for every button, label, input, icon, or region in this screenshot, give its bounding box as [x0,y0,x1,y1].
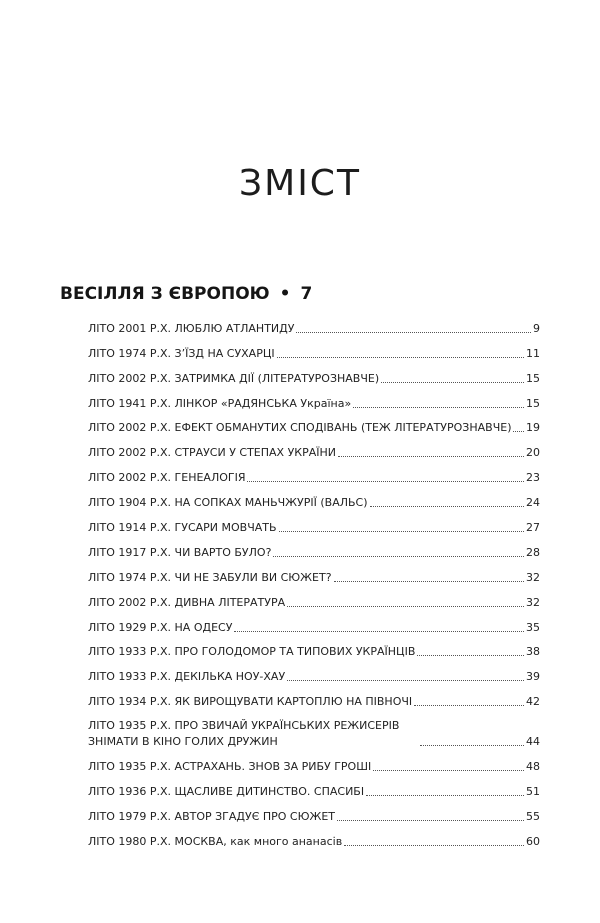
toc-entry-page: 39 [526,670,540,684]
section-heading [60,282,312,306]
toc-entry-page: 35 [526,620,540,634]
toc-entry-page: 32 [526,570,540,584]
toc-entry-page: 48 [526,760,540,774]
toc-entry-page: 28 [526,545,540,559]
section-title: ВЕСІЛЛЯ З ЄВРОПОЮ [60,284,270,304]
dot-leader [353,407,524,408]
toc-entry-page: 42 [526,695,540,709]
dot-leader [273,556,524,557]
dot-leader [373,770,524,771]
dot-leader [513,431,524,432]
toc-entry-page: 24 [526,496,540,510]
toc-list [88,312,540,850]
dot-leader [338,456,524,457]
toc-entry [88,611,540,636]
toc-entry-title: ЛІТО 1933 Р.Х. ПРО ГОЛОДОМОР ТА ТИПОВИХ УКРАЇНЦІВ [88,645,416,659]
toc-entry-title: ЛІТО 1904 Р.Х. НА СОПКАХ МАНЬЧЖУРІЇ (ВАЛЬС) [88,496,368,510]
toc-entry-title: ЛІТО 1935 Р.Х. АСТРАХАНЬ. ЗНОВ ЗА РИБУ ГРОШІ [88,760,372,774]
dot-leader [334,581,524,582]
toc-entry-title: ЛІТО 2002 Р.Х. ЕФЕКТ ОБМАНУТИХ СПОДІВАНЬ (ТЕЖ ЛІТЕРАТУРОЗНАВЧЕ) [88,421,512,435]
toc-entry-title: ЛІТО 2002 Р.Х. ЗАТРИМКА ДІЇ (ЛІТЕРАТУРОЗНАВЧЕ) [88,371,380,385]
dot-leader [370,506,524,507]
toc-entry-page: 27 [526,521,540,535]
toc-entry-title: ЛІТО 1974 Р.Х. ЧИ НЕ ЗАБУЛИ ВИ СЮЖЕТ? [88,570,332,584]
toc-entry-page: 38 [526,645,540,659]
dot-leader [344,845,524,846]
toc-entry-title: ЛІТО 1933 Р.Х. ДЕКІЛЬКА НОУ-ХАУ [88,670,286,684]
dot-leader [247,481,524,482]
toc-entry-title: ЛІТО 1914 Р.Х. ГУСАРИ МОВЧАТЬ [88,521,277,535]
toc-entry-page: 20 [526,446,540,460]
toc-entry [88,825,540,850]
toc-entry-title: ЛІТО 2002 Р.Х. ДИВНА ЛІТЕРАТУРА [88,595,286,609]
toc-entry-page: 51 [526,785,540,799]
toc-entry-page: 9 [533,321,540,335]
toc-entry [88,800,540,825]
toc-entry [88,775,540,800]
dot-leader [417,655,524,656]
toc-entry-title: ЛІТО 2002 Р.Х. ГЕНЕАЛОГІЯ [88,471,246,485]
toc-entry-title: ЛІТО 2001 Р.Х. ЛЮБЛЮ АТЛАНТИДУ [88,321,295,335]
toc-entry-page: 60 [526,834,540,848]
toc-entry-page: 15 [526,396,540,410]
dot-leader [420,745,524,746]
toc-entry-title: ЛІТО 1929 Р.Х. НА ОДЕСУ [88,620,233,634]
toc-entry [88,710,540,750]
toc-entry-page: 19 [526,421,540,435]
toc-entry-page: 23 [526,471,540,485]
dot-leader [277,357,524,358]
toc-entry [88,387,540,412]
toc-entry [88,536,540,561]
toc-entry [88,685,540,710]
toc-entry-title: ЛІТО 2002 Р.Х. СТРАУСИ У СТЕПАХ УКРАЇНИ [88,446,336,460]
toc-entry-title: ЛІТО 1941 Р.Х. ЛІНКОР «РАДЯНСЬКА Україна» [88,396,352,410]
dot-leader [366,795,524,796]
toc-entry-title: ЛІТО 1979 Р.Х. АВТОР ЗГАДУЄ ПРО СЮЖЕТ [88,809,336,823]
page-title: ЗМІСТ [239,163,361,204]
toc-entry-page: 11 [526,346,540,360]
toc-entry-page: 15 [526,371,540,385]
toc-entry [88,636,540,661]
dot-leader [234,631,524,632]
toc-entry [88,312,540,337]
section-separator: • [279,284,291,304]
toc-entry-title: ЛІТО 1980 Р.Х. МОСКВА, как много ананасів [88,834,343,848]
toc-entry [88,486,540,511]
dot-leader [287,680,524,681]
section-page: 7 [300,284,313,304]
dot-leader [414,705,524,706]
toc-entry [88,511,540,536]
toc-entry [88,461,540,486]
toc-entry-title: ЛІТО 1934 Р.Х. ЯК ВИРОЩУВАТИ КАРТОПЛЮ НА ПІВНОЧІ [88,695,413,709]
toc-entry-page: 32 [526,595,540,609]
toc-entry-page: 44 [526,735,540,749]
dot-leader [279,531,524,532]
toc-entry [88,660,540,685]
toc-entry [88,586,540,611]
toc-entry-title: ЛІТО 1936 Р.Х. ЩАСЛИВЕ ДИТИНСТВО. СПАСИБІ [88,785,365,799]
toc-entry-title: ЛІТО 1935 Р.Х. ПРО ЗВИЧАЙ УКРАЇНСЬКИХ РЕЖИСЕРІВ ЗНІМАТИ В КІНО ГОЛИХ ДРУЖИН [88,719,400,749]
toc-entry [88,436,540,461]
dot-leader [381,382,524,383]
dot-leader [296,332,531,333]
toc-entry [88,362,540,387]
toc-entry-page: 55 [526,809,540,823]
toc-entry [88,412,540,437]
toc-entry [88,561,540,586]
toc-entry-title: ЛІТО 1974 Р.Х. З’ЇЗД НА СУХАРЦІ [88,346,275,360]
dot-leader [337,820,524,821]
toc-entry-title: ЛІТО 1917 Р.Х. ЧИ ВАРТО БУЛО? [88,545,272,559]
toc-entry [88,750,540,775]
dot-leader [287,606,524,607]
toc-entry [88,337,540,362]
